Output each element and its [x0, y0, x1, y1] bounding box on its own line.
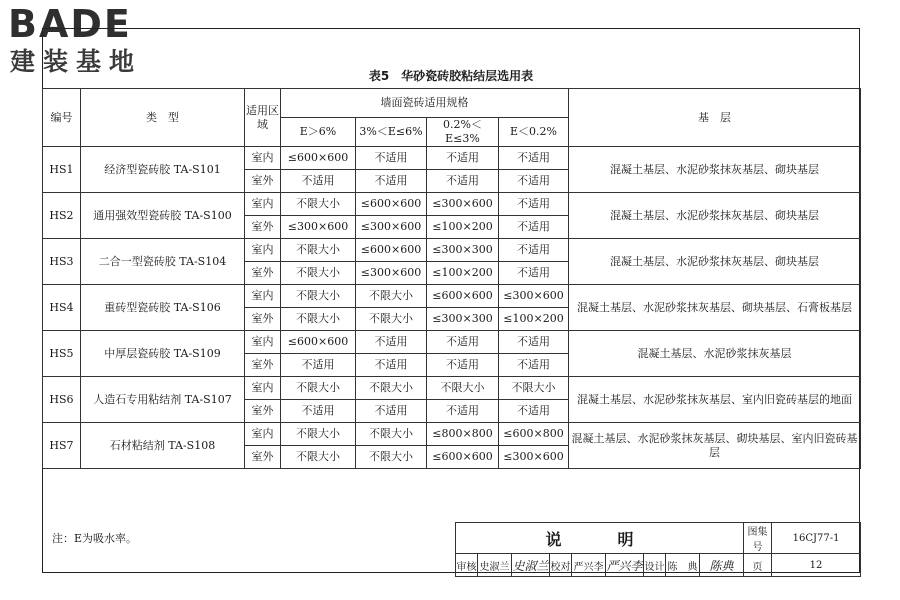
spec-cell: 不限大小: [281, 308, 356, 331]
row-code: HS6: [43, 377, 81, 423]
spec-cell: ≤300×600: [499, 285, 569, 308]
row-code: HS7: [43, 423, 81, 469]
row-region: 室内: [245, 193, 281, 216]
spec-cell: 不限大小: [281, 262, 356, 285]
spec-cell: 不限大小: [356, 308, 427, 331]
table-row: [43, 285, 861, 308]
header-spec-col: 3%＜E≤6%: [356, 118, 427, 147]
row-base: 混凝土基层、水泥砂浆抹灰基层: [569, 331, 861, 377]
spec-cell: ≤300×600: [427, 193, 499, 216]
spec-cell: 不适用: [427, 170, 499, 193]
spec-cell: 不适用: [499, 400, 569, 423]
table-row: [43, 239, 861, 262]
table-title: 表5 华砂瓷砖胶粘结层选用表: [368, 69, 534, 83]
header-spec-col: E＜0.2%: [499, 118, 569, 147]
table-row: [43, 423, 861, 446]
row-code: HS4: [43, 285, 81, 331]
spec-cell: 不适用: [499, 331, 569, 354]
spec-cell: ≤300×600: [356, 262, 427, 285]
page-number: 12: [772, 554, 861, 577]
row-code: HS5: [43, 331, 81, 377]
page-label: 页: [744, 554, 772, 577]
atlas-label: 图集号: [744, 523, 772, 554]
spec-cell: 不适用: [356, 400, 427, 423]
spec-cell: ≤600×600: [281, 147, 356, 170]
header-region: 适用区域: [245, 89, 281, 147]
spec-cell: 不适用: [499, 147, 569, 170]
check-name: 严兴李: [572, 554, 606, 577]
row-code: HS3: [43, 239, 81, 285]
row-code: HS1: [43, 147, 81, 193]
table-row: [43, 377, 861, 400]
header-spec-group: 墙面瓷砖适用规格: [281, 89, 569, 118]
logo-brand: BADE: [8, 2, 132, 46]
spec-cell: 不限大小: [281, 423, 356, 446]
spec-cell: 不限大小: [281, 377, 356, 400]
spec-cell: 不适用: [427, 331, 499, 354]
row-type: 通用强效型瓷砖胶 TA-S100: [81, 193, 245, 239]
row-type: 经济型瓷砖胶 TA-S101: [81, 147, 245, 193]
row-base: 混凝土基层、水泥砂浆抹灰基层、砌块基层、石膏板基层: [569, 285, 861, 331]
row-region: 室内: [245, 239, 281, 262]
spec-cell: 不适用: [356, 147, 427, 170]
review-label: 审核: [456, 554, 478, 577]
spec-cell: ≤300×600: [356, 216, 427, 239]
spec-cell: ≤300×300: [427, 308, 499, 331]
table-row: [43, 193, 861, 216]
spec-cell: 不适用: [356, 354, 427, 377]
row-region: 室外: [245, 170, 281, 193]
row-region: 室内: [245, 147, 281, 170]
spec-cell: 不适用: [281, 354, 356, 377]
row-base: 混凝土基层、水泥砂浆抹灰基层、砌块基层: [569, 147, 861, 193]
spec-cell: 不适用: [356, 331, 427, 354]
row-base: 混凝土基层、水泥砂浆抹灰基层、砌块基层、室内旧瓷砖基层: [569, 423, 861, 469]
spec-cell: 不适用: [499, 170, 569, 193]
review-signature: 史淑兰: [512, 554, 550, 577]
logo-subtitle: 建装基地: [10, 47, 143, 76]
spec-cell: ≤600×600: [356, 193, 427, 216]
spec-cell: 不适用: [356, 170, 427, 193]
check-label: 校对: [550, 554, 572, 577]
design-signature: 陈典: [700, 554, 744, 577]
spec-cell: 不适用: [499, 216, 569, 239]
row-region: 室内: [245, 331, 281, 354]
spec-cell: 不限大小: [356, 377, 427, 400]
atlas-number: 16CJ77-1: [772, 523, 861, 554]
spec-cell: 不适用: [499, 239, 569, 262]
row-region: 室内: [245, 423, 281, 446]
row-type: 石材粘结剂 TA-S108: [81, 423, 245, 469]
row-region: 室内: [245, 285, 281, 308]
spec-cell: 不限大小: [281, 239, 356, 262]
spec-cell: 不适用: [427, 354, 499, 377]
spec-cell: 不限大小: [281, 285, 356, 308]
spec-cell: ≤100×200: [427, 216, 499, 239]
spec-cell: ≤100×200: [499, 308, 569, 331]
table-row: [43, 331, 861, 354]
spec-cell: ≤100×200: [427, 262, 499, 285]
row-base: 混凝土基层、水泥砂浆抹灰基层、砌块基层: [569, 239, 861, 285]
spec-cell: 不限大小: [281, 446, 356, 469]
title-block-title: 说 明: [456, 523, 744, 554]
spec-cell: ≤600×600: [356, 239, 427, 262]
row-region: 室外: [245, 308, 281, 331]
row-code: HS2: [43, 193, 81, 239]
row-region: 室内: [245, 377, 281, 400]
spec-cell: 不限大小: [499, 377, 569, 400]
spec-cell: ≤800×800: [427, 423, 499, 446]
row-region: 室外: [245, 446, 281, 469]
header-spec-col: E＞6%: [281, 118, 356, 147]
design-label: 设计: [644, 554, 666, 577]
header-base: 基 层: [569, 89, 861, 147]
spec-cell: ≤600×800: [499, 423, 569, 446]
row-base: 混凝土基层、水泥砂浆抹灰基层、室内旧瓷砖基层的地面: [569, 377, 861, 423]
spec-cell: 不适用: [281, 170, 356, 193]
spec-cell: 不适用: [281, 400, 356, 423]
row-base: 混凝土基层、水泥砂浆抹灰基层、砌块基层: [569, 193, 861, 239]
spec-cell: 不适用: [499, 354, 569, 377]
title-block: [455, 522, 861, 577]
spec-cell: 不适用: [499, 262, 569, 285]
table-row: [43, 147, 861, 170]
design-name: 陈 典: [666, 554, 700, 577]
row-region: 室外: [245, 216, 281, 239]
header-code: 编号: [43, 89, 81, 147]
row-region: 室外: [245, 400, 281, 423]
row-type: 人造石专用粘结剂 TA-S107: [81, 377, 245, 423]
spec-cell: 不适用: [427, 147, 499, 170]
spec-cell: ≤300×600: [281, 216, 356, 239]
spec-cell: 不适用: [499, 193, 569, 216]
spec-cell: 不限大小: [281, 193, 356, 216]
footnote: 注：E为吸水率。: [52, 532, 138, 545]
review-name: 史淑兰: [478, 554, 512, 577]
spec-cell: ≤600×600: [427, 285, 499, 308]
header-type: 类 型: [81, 89, 245, 147]
spec-cell: ≤600×600: [427, 446, 499, 469]
header-spec-col: 0.2%＜E≤3%: [427, 118, 499, 147]
spec-cell: 不限大小: [356, 423, 427, 446]
spec-cell: 不限大小: [356, 446, 427, 469]
row-type: 中厚层瓷砖胶 TA-S109: [81, 331, 245, 377]
spec-cell: ≤300×300: [427, 239, 499, 262]
adhesive-selection-table: [42, 88, 861, 469]
row-type: 二合一型瓷砖胶 TA-S104: [81, 239, 245, 285]
check-signature: 严兴李: [606, 554, 644, 577]
spec-cell: ≤600×600: [281, 331, 356, 354]
spec-cell: 不适用: [427, 400, 499, 423]
spec-cell: 不限大小: [427, 377, 499, 400]
row-type: 重砖型瓷砖胶 TA-S106: [81, 285, 245, 331]
row-region: 室外: [245, 354, 281, 377]
spec-cell: 不限大小: [356, 285, 427, 308]
spec-cell: ≤300×600: [499, 446, 569, 469]
row-region: 室外: [245, 262, 281, 285]
